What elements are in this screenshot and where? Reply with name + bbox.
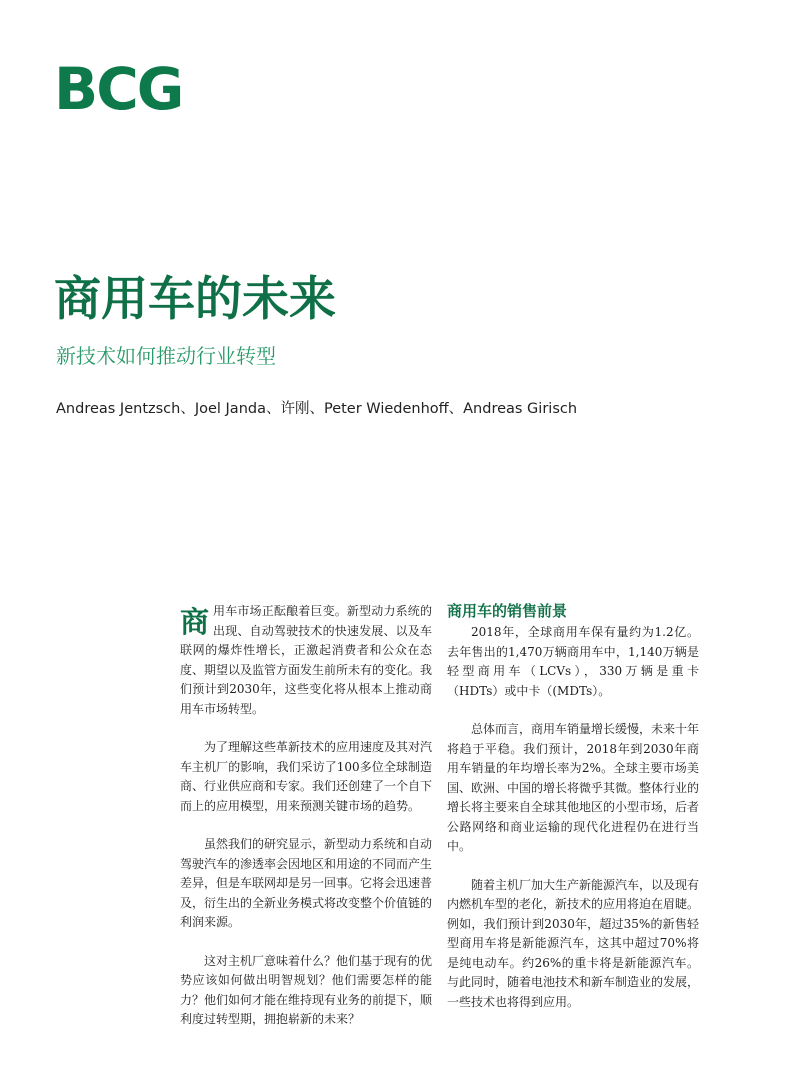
intro-text: 用车市场正酝酿着巨变。新型动力系统的出现、自动驾驶技术的快速发展、以及车联网的爆炸性增长，正激起消费者和公众在态度、期望以及监管方面发生前所未有的变化。我们预计到2030年，这些变化将从根本上推动商用车市场转型。 bbox=[180, 604, 433, 716]
body-paragraph: 2018年，全球商用车保有量约为1.2亿。去年售出的1,470万辆商用车中，1,140万辆是轻型商用车（LCVs），330万辆是重卡（HDTs）或中卡（(MDTs）。 bbox=[447, 625, 699, 698]
page-subtitle: 新技术如何推动行业转型 bbox=[56, 344, 276, 368]
body-paragraph: 这对主机厂意味着什么？他们基于现有的优势应该如何做出明智规划？他们需要怎样的能力？他们如何才能在维持现有业务的前提下，顺利度过转型期，拥抱崭新的未来？ bbox=[180, 953, 433, 1026]
intro-paragraph bbox=[180, 602, 432, 719]
body-paragraph: 为了理解这些革新技术的应用速度及其对汽车主机厂的影响，我们采访了100多位全球制造商、行业供应商和专家。我们还创建了一个自下而上的应用模型，用来预测关键市场的趋势。 bbox=[180, 740, 433, 813]
body-paragraph: 虽然我们的研究显示，新型动力系统和自动驾驶汽车的渗透率会因地区和用途的不同而产生差异，但是车联网却是另一回事。它将会迅速普及，衍生出的全新业务模式将改变整个价值链的利润来源。 bbox=[180, 837, 433, 929]
right-column bbox=[447, 600, 699, 1031]
bcg-logo: BCG bbox=[54, 55, 183, 123]
drop-cap: 商 bbox=[180, 605, 210, 639]
left-column bbox=[180, 602, 432, 1049]
author-list: Andreas Jentzsch、Joel Janda、许刚、Peter Wiedenhoff、Andreas Girisch bbox=[56, 401, 578, 417]
page-title: 商用车的未来 bbox=[54, 272, 336, 327]
body-paragraph: 随着主机厂加大生产新能源汽车，以及现有内燃机车型的老化，新技术的应用将迫在眉睫。例如，我们预计到2030年，超过35%的新售轻型商用车将是新能源汽车，这其中超过70%将是纯电动车。约26%的重卡将是新能源汽车。与此同时，随着电池技术和新车制造业的发展，一些技术也将得到应用。 bbox=[447, 877, 700, 1009]
section-heading: 商用车的销售前景 bbox=[447, 602, 568, 620]
body-paragraph: 总体而言，商用车销量增长缓慢，未来十年将趋于平稳。我们预计，2018年到2030年商用车销量的年均增长率为2%。全球主要市场美国、欧洲、中国的增长将微乎其微。整体行业的增长将主要来自全球其他地区的小型市场，后者公路网络和商业运输的现代化进程仍在进行当中。 bbox=[447, 722, 700, 853]
